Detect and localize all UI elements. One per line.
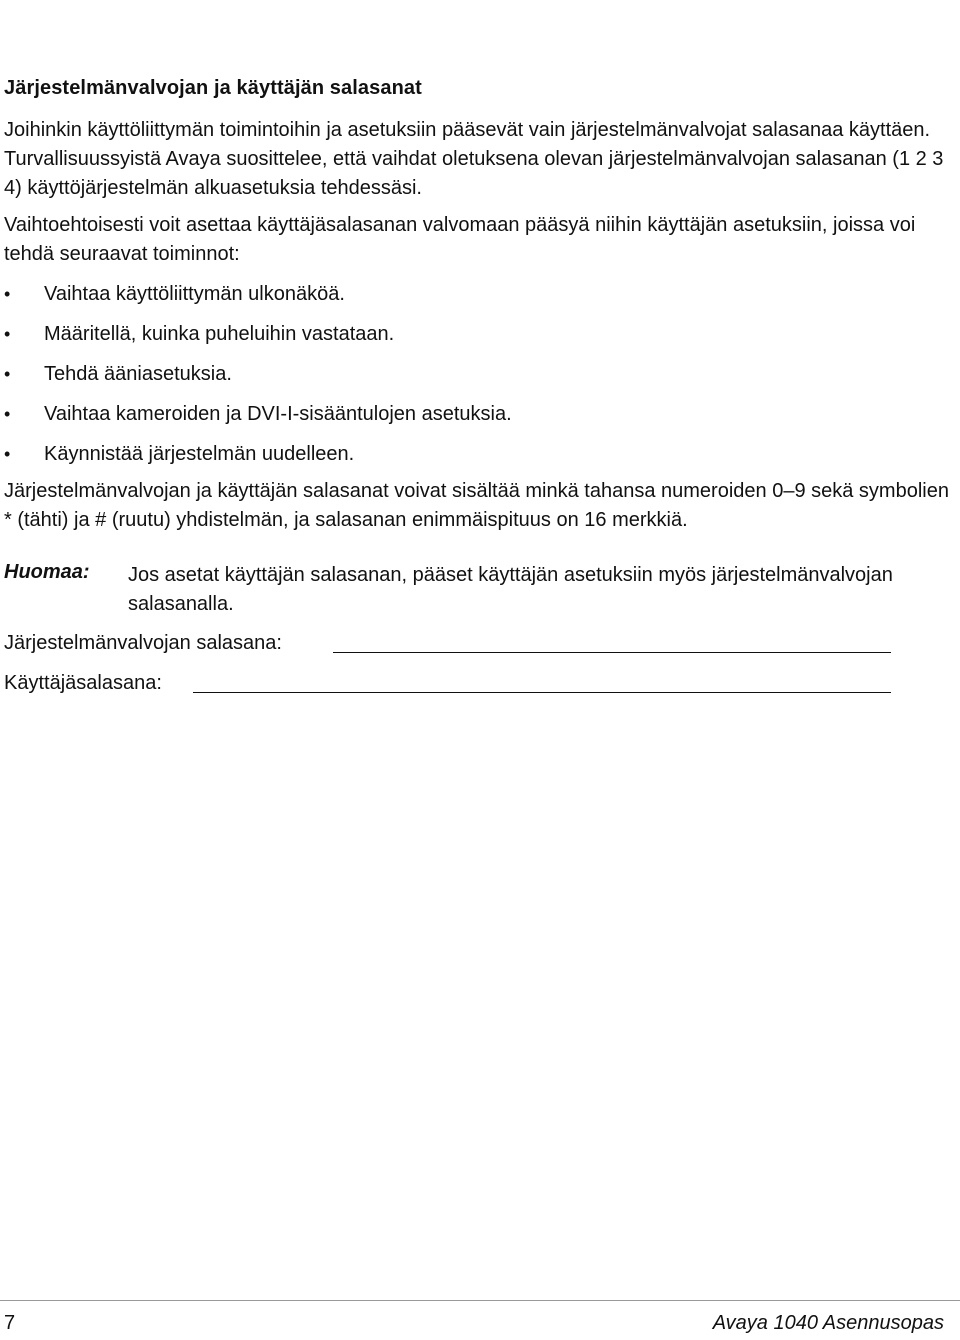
bullet-icon: •: [4, 404, 11, 424]
list-item-text: Vaihtaa kameroiden ja DVI-I-sisääntulojen asetuksia.: [44, 403, 512, 425]
admin-password-blank-line: [333, 652, 891, 653]
bullet-icon: •: [4, 364, 11, 384]
admin-password-label: Järjestelmänvalvojan salasana:: [4, 632, 282, 654]
bullet-icon: •: [4, 444, 11, 464]
user-password-blank-line: [193, 692, 891, 693]
list-item-text: Määritellä, kuinka puheluihin vastataan.: [44, 323, 395, 345]
bullet-icon: •: [4, 284, 11, 304]
note-text: Jos asetat käyttäjän salasanan, pääset käyttäjän asetuksiin myös järjestelmänvalvojan salasanalla.: [128, 564, 893, 615]
intro-paragraph: Joihinkin käyttöliittymän toimintoihin ja asetuksiin pääsevät vain järjestelmänvalvojat salasanaa käyttäen. Turvallisuussyistä Avaya suosittelee, että vaihdat oletuksena olevan järjestelmänvalvojan salasanan (1 2 3 4) käyttöjärjestelmän alkuasetuksia tehdessäsi.: [4, 119, 944, 199]
note-label: Huomaa:: [4, 561, 90, 583]
footer-divider: [0, 1300, 960, 1301]
password-format-paragraph: Järjestelmänvalvojan ja käyttäjän salasanat voivat sisältää minkä tahansa numeroiden 0–9 sekä symbolien * (tähti) ja # (ruutu) yhdistelmän, ja salasanan enimmäispituus on 16 merkkiä.: [4, 480, 949, 531]
bullet-icon: •: [4, 324, 11, 344]
document-title: Avaya 1040 Asennusopas: [712, 1312, 944, 1334]
list-item-text: Käynnistää järjestelmän uudelleen.: [44, 443, 355, 465]
list-item-text: Tehdä ääniasetuksia.: [44, 363, 232, 385]
user-access-paragraph: Vaihtoehtoisesti voit asettaa käyttäjäsalasanan valvomaan pääsyä niihin käyttäjän asetuksiin, joissa voi tehdä seuraavat toiminnot:: [4, 214, 916, 265]
page-number: 7: [4, 1312, 16, 1334]
section-title: Järjestelmänvalvojan ja käyttäjän salasanat: [4, 77, 422, 99]
user-password-label: Käyttäjäsalasana:: [4, 672, 162, 694]
list-item-text: Vaihtaa käyttöliittymän ulkonäköä.: [44, 283, 345, 305]
